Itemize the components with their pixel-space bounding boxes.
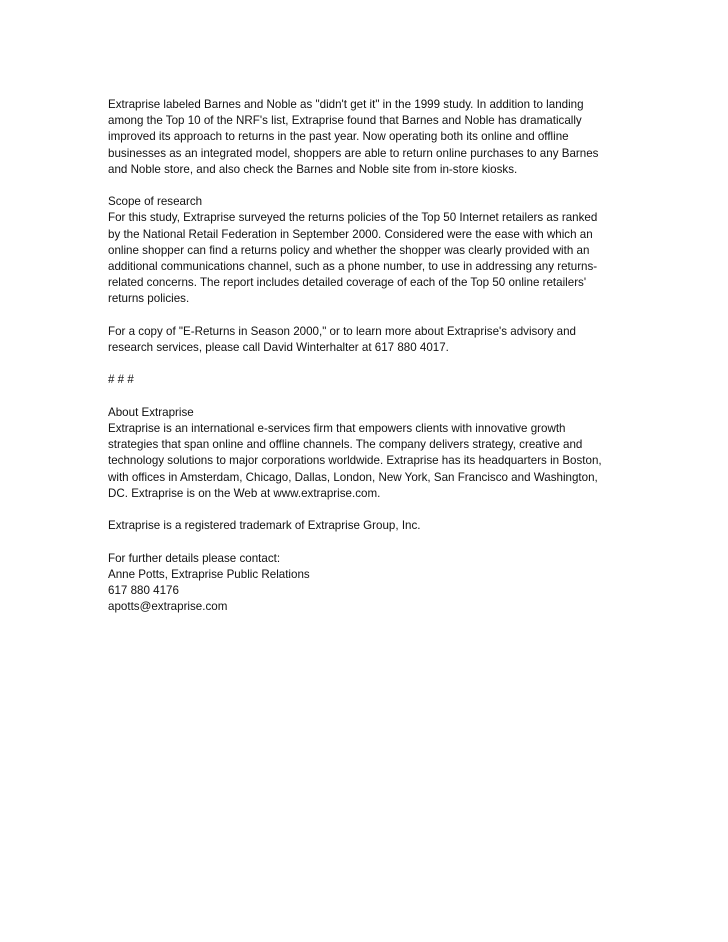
text-line: DC. Extraprise is on the Web at www.extraprise.com. xyxy=(108,486,381,500)
paragraph-copy-request xyxy=(108,324,628,356)
contact-heading: For further details please contact: xyxy=(108,551,281,565)
paragraph-scope-of-research xyxy=(108,194,628,307)
text-line: related concerns. The report includes detailed coverage of each of the Top 50 online retailers' xyxy=(108,276,587,290)
text-line: # # # xyxy=(108,373,134,387)
section-heading: About Extraprise xyxy=(108,405,194,419)
text-line: research services, please call David Winterhalter at 617 880 4017. xyxy=(108,341,449,355)
paragraph-barnes-noble xyxy=(108,97,628,178)
text-line: among the Top 10 of the NRF's list, Extraprise found that Barnes and Noble has dramatically xyxy=(108,114,582,128)
text-line: improved its approach to returns in the past year. Now operating both its online and offline xyxy=(108,130,569,144)
end-marker xyxy=(108,372,628,388)
text-line: with offices in Amsterdam, Chicago, Dallas, London, New York, San Francisco and Washington, xyxy=(108,470,598,484)
text-line: strategies that span online and offline channels. The company delivers strategy, creative and xyxy=(108,438,583,452)
text-line: Extraprise is an international e-services firm that empowers clients with innovative growth xyxy=(108,422,566,435)
text-line: Extraprise is a registered trademark of Extraprise Group, Inc. xyxy=(108,519,421,533)
text-line: For this study, Extraprise surveyed the returns policies of the Top 50 Internet retailers as ranked xyxy=(108,211,598,225)
text-line: and Noble store, and also check the Barnes and Noble site from in-store kiosks. xyxy=(108,162,518,176)
section-heading: Scope of research xyxy=(108,195,203,209)
contact-name: Anne Potts, Extraprise Public Relations xyxy=(108,567,310,581)
contact-phone: 617 880 4176 xyxy=(108,584,179,597)
paragraph-contact xyxy=(108,551,628,616)
text-line: returns policies. xyxy=(108,292,190,306)
paragraph-about-extraprise xyxy=(108,405,628,502)
text-line: Extraprise labeled Barnes and Noble as "didn't get it" in the 1999 study. In addition to landing xyxy=(108,98,584,111)
text-line: online shopper can find a returns policy and whether the shopper was clearly provided with an xyxy=(108,243,590,257)
text-line: additional communications channel, such as a phone number, to use in addressing any returns- xyxy=(108,260,598,274)
document-body xyxy=(108,97,628,632)
text-line: by the National Retail Federation in September 2000. Considered were the ease with which an xyxy=(108,227,593,241)
paragraph-trademark xyxy=(108,518,628,534)
text-line: For a copy of "E-Returns in Season 2000," or to learn more about Extraprise's advisory and xyxy=(108,324,576,338)
text-line: businesses as an integrated model, shoppers are able to return online purchases to any Barnes xyxy=(108,146,599,160)
contact-email: apotts@extraprise.com xyxy=(108,600,228,614)
text-line: technology solutions to major corporations worldwide. Extraprise has its headquarters in Boston, xyxy=(108,454,602,468)
